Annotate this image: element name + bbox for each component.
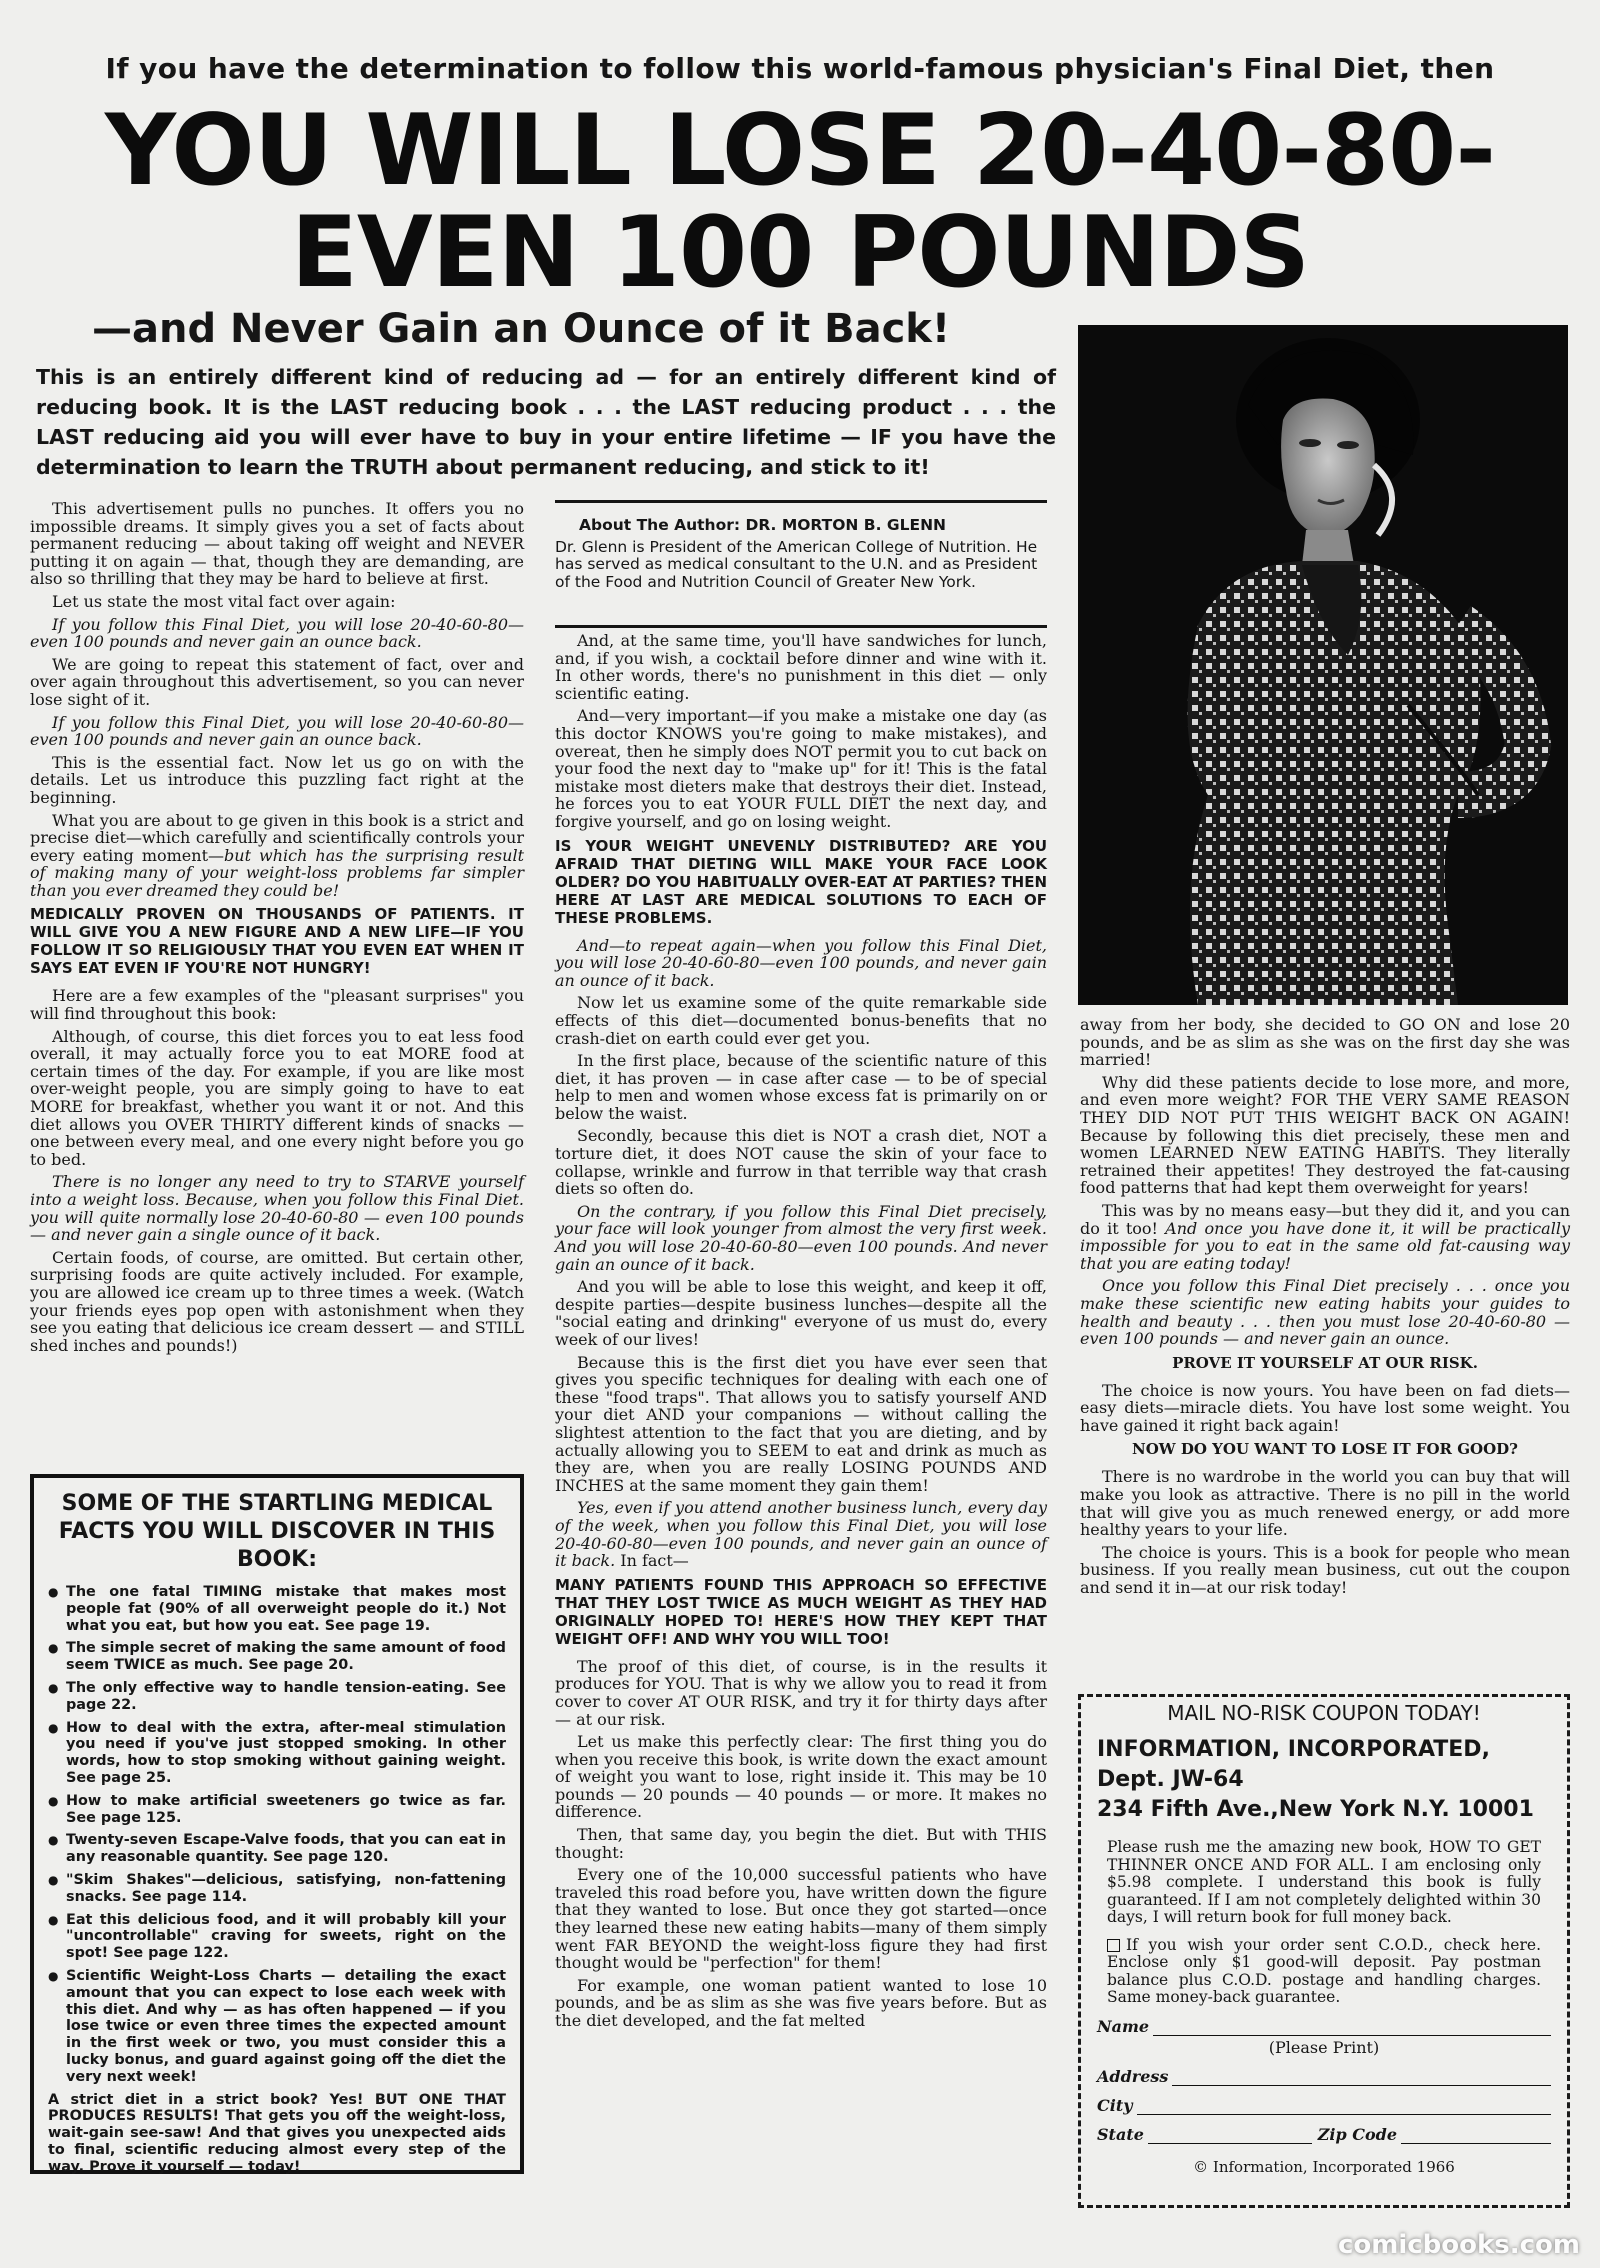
fact-item: ● How to deal with the extra, after-meal stimulation you need if you've just stopped smoking. In other words, how to stop smoking without gaining weight. See page 25. bbox=[48, 1720, 506, 1787]
fact-item: ● The one fatal TIMING mistake that makes most people fat (90% of all overweight people do it.) Not what you eat, but how you eat. See page 19. bbox=[48, 1584, 506, 1634]
col3-paragraph-6: There is no wardrobe in the world you can buy that will make you look as attractive. There is no pill in the world that will give you as much renewed energy, or add more healthy years to your life. bbox=[1080, 1467, 1570, 1540]
col3-subhead-1: PROVE IT YOURSELF AT OUR RISK. bbox=[1172, 1353, 1478, 1372]
model-photo bbox=[1078, 325, 1568, 1005]
coupon-company: INFORMATION, INCORPORATED, Dept. JW-64 bbox=[1097, 1737, 1490, 1792]
zip-label: Zip Code bbox=[1317, 2124, 1397, 2144]
column-2 bbox=[555, 632, 1047, 2182]
col2-paragraph-13: Then, that same day, you begin the diet. But with THIS thought: bbox=[555, 1825, 1047, 1862]
col1-paragraph-9: Although, of course, this diet forces you to eat less food overall, it may actually force you to eat MORE food at certain times of the day. For example, if you are like most over-weight people, you are simply going to have to eat MORE for breakfast, whether you want it or not. And this diet allows you OVER THIRTY different kinds of snacks — one between every meal, and one every night before you go to bed. bbox=[30, 1026, 524, 1169]
col1-paragraph-11: Certain foods, of course, are omitted. But certain other, surprising foods are quite actively included. For example, you are allowed ice cream up to three times a week. (Watch your friends eyes pop open with astonishment when they see you eating that delicious ice cream dessert — and STILL shed inches and pounds!) bbox=[30, 1247, 524, 1355]
col1-paragraph-10: There is no longer any need to try to STARVE yourself into a weight loss. Because, when you follow this Final Diet. you will quite normally lose 20-40-60-80 — even 100 pounds — and never gain a single ounce of it back. bbox=[30, 1172, 524, 1245]
address-field[interactable]: Address bbox=[1097, 2067, 1551, 2086]
col1-paragraph-5: If you follow this Final Diet, you will lose 20-40-60-80—even 100 pounds and never gain an ounce back. bbox=[30, 712, 524, 750]
col1-paragraph-4: We are going to repeat this statement of fact, over and over again throughout this advertisement, so you can never lose sight of it. bbox=[30, 654, 524, 709]
intro-paragraph: This is an entirely different kind of reducing ad — for an entirely different kind of reducing book. It is the LAST reducing book . . . the LAST reducing product . . . the LAST reducing aid you will ever have to buy in your entire lifetime — IF you have the determination to learn the TRUTH about permanent reducing, and stick to it! bbox=[36, 365, 1056, 479]
col1-paragraph-8: Here are a few examples of the "pleasant surprises" you will find throughout this book: bbox=[30, 986, 524, 1024]
column-3 bbox=[1080, 1016, 1570, 1684]
col2-subhead-2: MANY PATIENTS FOUND THIS APPROACH SO EFFECTIVE THAT THEY LOST TWICE AS MUCH WEIGHT AS THEY HAD ORIGINALLY HOPED TO! HERE'S HOW THEY KEPT THAT WEIGHT OFF! AND WHY YOU WILL TOO! bbox=[555, 1575, 1047, 1648]
subhead: —and Never Gain an Ounce of it Back! bbox=[92, 306, 951, 352]
fact-item: ● Twenty-seven Escape-Valve foods, that you can eat in any reasonable quantity. See page 120. bbox=[48, 1832, 506, 1866]
fact-item: ● Scientific Weight-Loss Charts — detailing the exact amount that you can expect to lose each week with this diet. And why — as has often happened — if you lose twice or even three times the expected amount in the first week or two, you must consider this a lucky bonus, and guard against going off the diet the very next week! bbox=[48, 1968, 506, 2086]
coupon-order-text: Please rush me the amazing new book, HOW TO GET THINNER ONCE AND FOR ALL. I am enclosing only $5.98 complete. I understand this book is fully guaranteed. If I am not completely delighted within 30 days, I will return book for full money back. bbox=[1107, 1838, 1541, 1926]
pre-headline: If you have the determination to follow this world-famous physician's Final Diet, then bbox=[105, 52, 1495, 85]
col2-paragraph-1: And, at the same time, you'll have sandwiches for lunch, and, if you wish, a cocktail before dinner and wine with it. In other words, there's no punishment in this diet — only scientific eating. bbox=[555, 631, 1047, 703]
state-zip-field[interactable] bbox=[1097, 2125, 1551, 2144]
col2-paragraph-2: And—very important—if you make a mistake one day (as this doctor KNOWS you're going to make mistakes), and overeat, then he simply does NOT permit you to cut back on your food the next day to "make up" for it! This is the fatal mistake most dieters make that destroys their diet. Instead, he forces you to eat YOUR FULL DIET the next day, and forgive yourself, and go on losing weight. bbox=[555, 706, 1047, 831]
col3-subhead-2: NOW DO YOU WANT TO LOSE IT FOR GOOD? bbox=[1132, 1440, 1518, 1459]
col1-paragraph-6: This is the essential fact. Now let us go on with the details. Let us introduce this puzzling fact right at the beginning. bbox=[30, 752, 524, 807]
col1-paragraph-2: Let us state the most vital fact over again: bbox=[52, 591, 396, 611]
col2-paragraph-12: Let us make this perfectly clear: The first thing you do when you receive this book, is write down the exact amount of weight you want to lose, right inside it. This may be 10 pounds — 20 pounds — 40 pounds — or more. It makes no difference. bbox=[555, 1732, 1047, 1822]
col2-paragraph-7: On the contrary, if you follow this Final Diet precisely, your face will look younger from almost the very first week. And you will lose 20-40-60-80—even 100 pounds. And never gain an ounce of it back. bbox=[555, 1201, 1047, 1274]
facts-list bbox=[48, 1584, 506, 2086]
headline-line-1: YOU WILL LOSE 20-40-80- bbox=[104, 94, 1496, 208]
col3-paragraph-2: Why did these patients decide to lose more, and more, and even more weight? FOR THE VERY SAME REASON THEY DID NOT PUT THIS WEIGHT BACK ON AGAIN! Because by following this diet precisely, these men and women LEARNED NEW EATING HABITS. They literally retrained their appetites! They destroyed the fat-causing food patterns that had kept them overweight for years! bbox=[1080, 1072, 1570, 1198]
order-coupon[interactable] bbox=[1078, 1694, 1570, 2208]
fact-item: ● Eat this delicious food, and it will probably kill your "uncontrollable" craving for sweets, right on the spot! See page 122. bbox=[48, 1912, 506, 1962]
col3-paragraph-7: The choice is yours. This is a book for people who mean business. If you really mean business, cut out the coupon and send it in—at our risk today! bbox=[1080, 1542, 1570, 1598]
col2-paragraph-5: In the first place, because of the scientific nature of this diet, it has proven — in case after case — to be of special help to men and women whose excess fat is primarily on or below the waist. bbox=[555, 1051, 1047, 1123]
state-label: State bbox=[1097, 2124, 1144, 2144]
city-field[interactable]: City bbox=[1097, 2096, 1551, 2115]
col2-paragraph-14: Every one of the 10,000 successful patients who have traveled this road before you, have written down the figure that they wanted to lose. But once they got started—once they learned these new eating habits—many of them simply went FAR BEYOND the weight-loss figure they had first thought would be "perfection" for them! bbox=[555, 1865, 1047, 1973]
col2-paragraph-15: For example, one woman patient wanted to lose 10 pounds, and be as slim as she was five years before. But as the diet developed, and the fat melted bbox=[555, 1975, 1047, 2030]
author-title: About The Author: DR. MORTON B. GLENN bbox=[579, 516, 947, 534]
col3-paragraph-3: This was by no means easy—but they did it, and you can do it too! And once you have done it, it will be practically impossible for you to eat in the same old fat-causing way that you are eating today! bbox=[1080, 1200, 1570, 1273]
col2-paragraph-3: And—to repeat again—when you follow this Final Diet, you will lose 20-40-60-80—even 100 pounds, and never gain an ounce of it back. bbox=[555, 935, 1047, 990]
col3-paragraph-1: away from her body, she decided to GO ON and lose 20 pounds, and be as slim as she was on the first day she was married! bbox=[1080, 1015, 1570, 1070]
fact-item: ● How to make artificial sweeteners go twice as far. See page 125. bbox=[48, 1793, 506, 1827]
headline bbox=[40, 94, 1560, 310]
col2-subhead-1: IS YOUR WEIGHT UNEVENLY DISTRIBUTED? ARE YOU AFRAID THAT DIETING WILL MAKE YOUR FACE LOOK OLDER? DO YOU HABITUALLY OVER-EAT AT PARTIES? THEN HERE AT LAST ARE MEDICAL SOLUTIONS TO EACH OF THESE PROBLEMS. bbox=[555, 836, 1047, 927]
col3-paragraph-5: The choice is now yours. You have been on fad diets—easy diets—miracle diets. You have lost some weight. You have gained it right back again! bbox=[1080, 1380, 1570, 1435]
col2-paragraph-10: Yes, even if you attend another business lunch, every day of the week, when you follow this Final Diet, you will lose 20-40-60-80—even 100 pounds, and never gain an ounce of it back. In fact— bbox=[555, 1498, 1047, 1571]
fact-item: ● The only effective way to handle tension-eating. See page 22. bbox=[48, 1680, 506, 1714]
site-watermark: comicbooks.com bbox=[1337, 2230, 1580, 2260]
copyright-notice: © Information, Incorporated 1966 bbox=[1193, 2157, 1455, 2176]
fact-item: ● "Skim Shakes"—delicious, satisfying, non-fattening snacks. See page 114. bbox=[48, 1872, 506, 1906]
col2-paragraph-8: And you will be able to lose this weight, and keep it off, despite parties—despite business lunches—despite all the "social eating and drinking" everyone of us must do, every week of our lives! bbox=[555, 1277, 1047, 1349]
fact-item: ● The simple secret of making the same amount of food seem TWICE as much. See page 20. bbox=[48, 1640, 506, 1674]
column-1 bbox=[30, 499, 524, 1355]
facts-box-title: SOME OF THE STARTLING MEDICAL FACTS YOU WILL DISCOVER IN THIS BOOK: bbox=[58, 1491, 496, 1572]
col2-paragraph-9: Because this is the first diet you have ever seen that gives you specific techniques for dealing with each one of these "food traps". That allows you to satisfy yourself AND your diet AND your companions — without calling the slightest attention to the fact that you are dieting, and by actually allowing you to SEEM to eat and drink as much as they are, when you are really LOSING POUNDS AND INCHES at the same moment they gain them! bbox=[555, 1352, 1047, 1495]
headline-line-2: EVEN 100 POUNDS bbox=[290, 196, 1310, 310]
name-hint: (Please Print) bbox=[1268, 2037, 1380, 2057]
col2-paragraph-4: Now let us examine some of the quite remarkable side effects of this diet—documented bonus-benefits that no crash-diet on earth could ever get you. bbox=[555, 993, 1047, 1048]
coupon-mailing-address bbox=[1097, 1735, 1551, 1825]
col1-paragraph-7: What you are about to ge given in this book is a strict and precise diet—which carefully and scientifically controls your every eating moment—but which has the surprising result of making many of your weight-loss problems far simpler than you ever dreamed they could be! bbox=[30, 810, 524, 900]
cod-checkbox[interactable] bbox=[1107, 1939, 1120, 1952]
about-the-author-box bbox=[555, 500, 1047, 628]
name-field[interactable]: Name bbox=[1097, 2017, 1551, 2036]
author-bio: Dr. Glenn is President of the American College of Nutrition. He has served as medical consultant to the U.N. and as President of the Food and Nutrition Council of Greater New York. bbox=[555, 537, 1038, 591]
col1-paragraph-3: If you follow this Final Diet, you will lose 20-40-60-80—even 100 pounds and never gain an ounce back. bbox=[30, 614, 524, 652]
col1-paragraph-1: This advertisement pulls no punches. It offers you no impossible dreams. It simply gives you a set of facts about permanent reducing — about taking off weight and NEVER putting it on again — that, though they are demanding, are also so thrilling that they may be hard to believe at first. bbox=[30, 499, 524, 589]
col2-paragraph-11: The proof of this diet, of course, is in the results it produces for YOU. That is why we allow you to read it from cover to cover AT OUR RISK, and try it for thirty days after — at our risk. bbox=[555, 1656, 1047, 1729]
col2-paragraph-6: Secondly, because this diet is NOT a crash diet, NOT a torture diet, it does NOT cause the skin of your face to collapse, wrinkle and furrow in that terrible way that crash diets so often do. bbox=[555, 1126, 1047, 1199]
coupon-street-address: 234 Fifth Ave.,New York N.Y. 10001 bbox=[1097, 1797, 1534, 1822]
coupon-cod-option: If you wish your order sent C.O.D., check here. Enclose only $1 good-will deposit. Pay postman balance plus C.O.D. postage and handling charges. Same money-back guarantee. bbox=[1107, 1935, 1541, 2006]
coupon-title: MAIL NO-RISK COUPON TODAY! bbox=[1167, 1701, 1481, 1725]
medical-facts-box bbox=[30, 1474, 524, 2174]
facts-box-closing: A strict diet in a strict book? Yes! BUT ONE THAT PRODUCES RESULTS! That gets you off the weight-loss, wait-gain see-saw! And that gives you unexpected aids to final, scientific reducing almost every step of the way. Prove it yourself — today! bbox=[48, 2091, 506, 2175]
col1-subhead-1: MEDICALLY PROVEN ON THOUSANDS OF PATIENTS. IT WILL GIVE YOU A NEW FIGURE AND A NEW LIFE—IF YOU FOLLOW IT SO RELIGIOUSLY THAT YOU EVEN EAT WHEN IT SAYS EAT EVEN IF YOU'RE NOT HUNGRY! bbox=[30, 905, 524, 978]
woman-in-houndstooth-dress-image bbox=[1078, 325, 1568, 1005]
col3-paragraph-4: Once you follow this Final Diet precisely . . . once you make these scientific new eating habits your guides to health and beauty . . . then you must lose 20-40-60-80 — even 100 pounds — and never gain an ounce. bbox=[1080, 1276, 1570, 1349]
